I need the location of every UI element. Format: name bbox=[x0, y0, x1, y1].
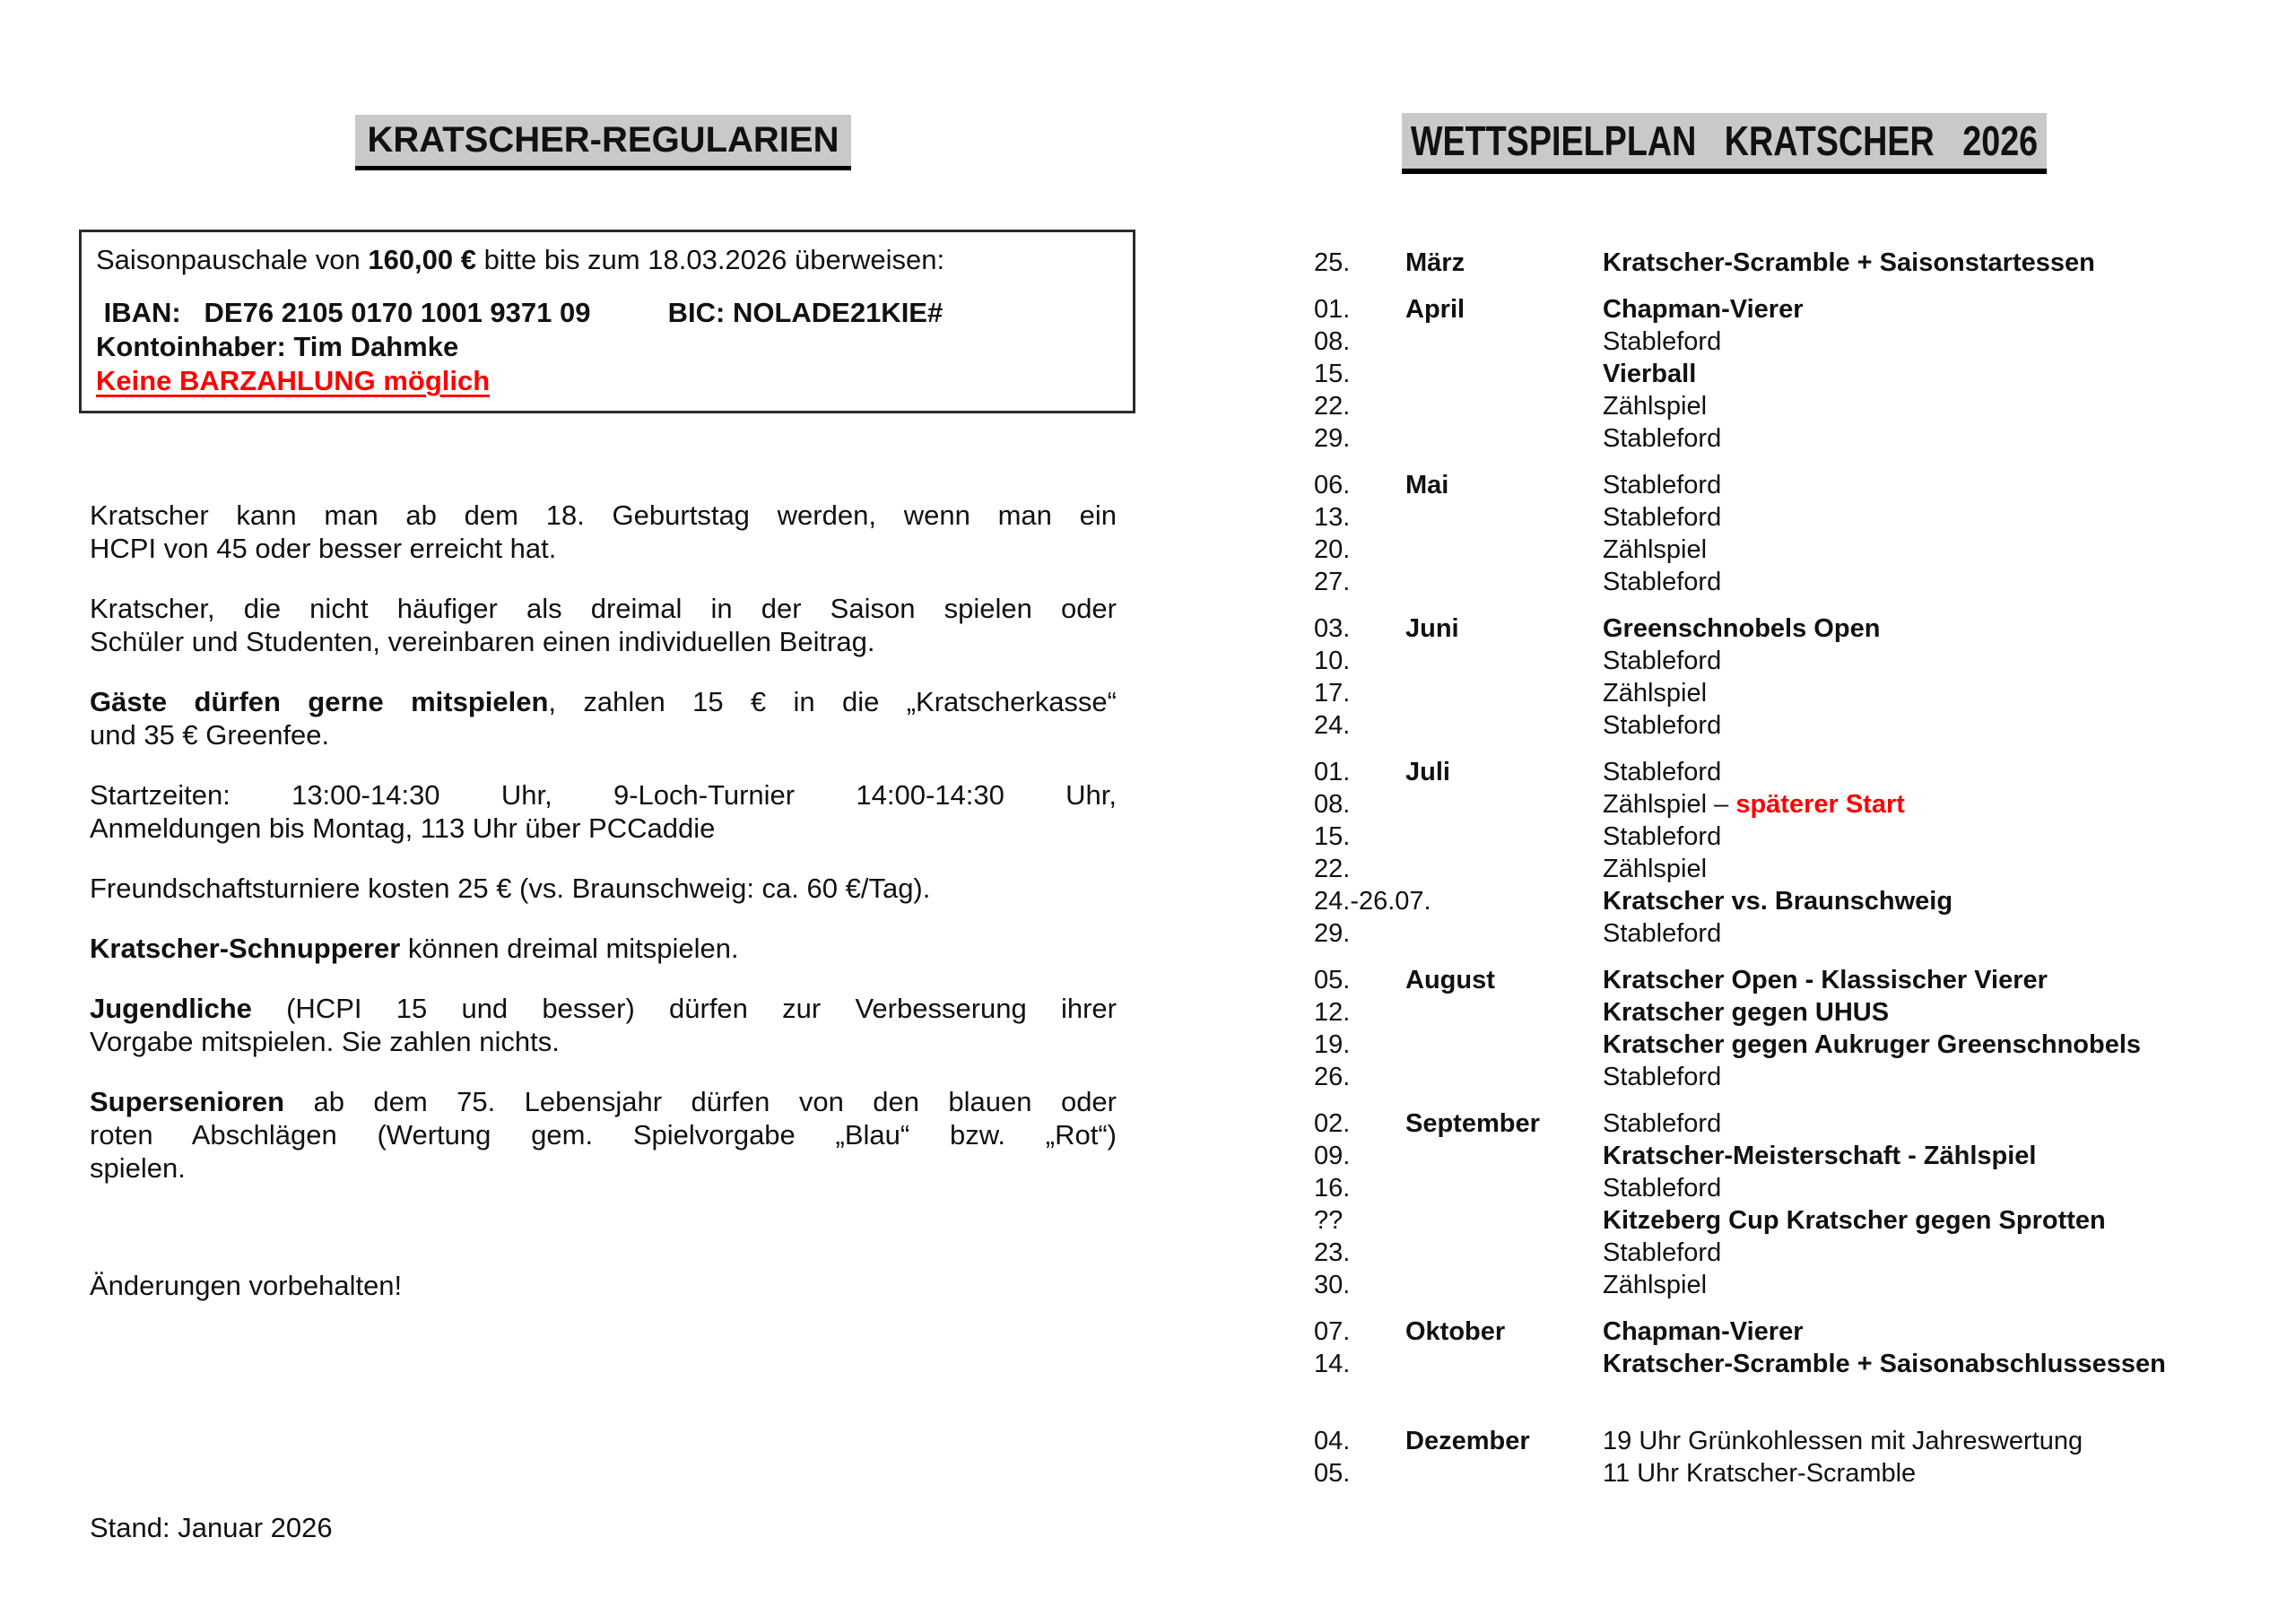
event-text: Stableford bbox=[1603, 1063, 1722, 1091]
event-cell bbox=[1603, 566, 2274, 598]
event-cell bbox=[1603, 1316, 2274, 1348]
month-cell bbox=[1405, 326, 1603, 358]
month-cell bbox=[1405, 1140, 1603, 1172]
date-cell: 24. bbox=[1314, 711, 1351, 740]
schedule-title-wrap bbox=[1402, 113, 2188, 174]
month-cell: Dezember bbox=[1405, 1427, 1530, 1455]
paragraph bbox=[90, 1085, 1117, 1185]
event-cell bbox=[1603, 1172, 2274, 1204]
month-cell: August bbox=[1405, 966, 1495, 994]
month-cell bbox=[1405, 534, 1603, 566]
date-cell: 08. bbox=[1314, 790, 1351, 819]
date-cell: 09. bbox=[1314, 1142, 1351, 1170]
schedule-row bbox=[1314, 917, 2274, 950]
event-text: Stableford bbox=[1603, 647, 1722, 675]
season-fee-deadline: bitte bis zum 18.03.2026 überweisen: bbox=[476, 244, 945, 275]
schedule-row bbox=[1314, 247, 2274, 279]
paragraph-line bbox=[90, 992, 1117, 1025]
event-cell bbox=[1603, 1029, 2274, 1061]
month-cell: Juli bbox=[1405, 758, 1450, 786]
month-cell: Juni bbox=[1405, 614, 1459, 643]
paragraph-bold-lead: Supersenioren bbox=[90, 1086, 285, 1117]
event-text: Zählspiel – bbox=[1603, 790, 1736, 819]
event-text: 11 Uhr Kratscher-Scramble bbox=[1603, 1459, 1917, 1488]
schedule-row bbox=[1314, 709, 2274, 742]
date-cell: 10. bbox=[1314, 647, 1351, 675]
event-cell bbox=[1603, 821, 2274, 853]
schedule-row bbox=[1314, 1237, 2274, 1269]
event-cell bbox=[1603, 1457, 2274, 1489]
schedule-month-group bbox=[1314, 469, 2274, 598]
season-fee-text: Saisonpauschale von bbox=[96, 244, 369, 275]
paragraph bbox=[90, 778, 1117, 845]
schedule-table bbox=[1314, 247, 2274, 1504]
month-cell: März bbox=[1405, 248, 1465, 277]
date-cell: 29. bbox=[1314, 919, 1351, 948]
month-cell bbox=[1405, 996, 1603, 1029]
month-cell bbox=[1405, 1061, 1603, 1093]
paragraph-line bbox=[90, 932, 1117, 965]
event-cell bbox=[1603, 756, 2274, 788]
event-cell bbox=[1603, 853, 2274, 885]
event-text: Stableford bbox=[1603, 1238, 1722, 1267]
event-text: Stableford bbox=[1603, 758, 1722, 786]
schedule-row bbox=[1314, 1316, 2274, 1348]
event-cell bbox=[1603, 612, 2274, 645]
paragraph bbox=[90, 872, 1117, 905]
event-cell bbox=[1603, 326, 2274, 358]
month-cell bbox=[1405, 390, 1603, 422]
paragraph-text: , zahlen 15 € in die „Kratscherkasse“ bbox=[548, 686, 1117, 717]
schedule-row bbox=[1314, 996, 2274, 1029]
event-cell bbox=[1603, 1237, 2274, 1269]
date-cell: 04. bbox=[1314, 1427, 1351, 1455]
date-cell: 01. bbox=[1314, 758, 1351, 786]
event-text: Zählspiel bbox=[1603, 1271, 1708, 1299]
paragraph-text: können dreimal mitspielen. bbox=[400, 933, 739, 964]
paragraph-line bbox=[90, 1025, 1117, 1058]
date-cell: 05. bbox=[1314, 1459, 1351, 1488]
event-text: Kitzeberg Cup Kratscher gegen Sprotten bbox=[1603, 1206, 2106, 1235]
schedule-month-group bbox=[1314, 756, 2274, 950]
event-text: Stableford bbox=[1603, 822, 1722, 851]
date-cell: 30. bbox=[1314, 1271, 1351, 1299]
date-cell: 06. bbox=[1314, 471, 1351, 499]
schedule-row bbox=[1314, 326, 2274, 358]
event-cell bbox=[1603, 390, 2274, 422]
event-text: Kratscher gegen UHUS bbox=[1603, 998, 1890, 1027]
date-cell: 25. bbox=[1314, 248, 1351, 277]
paragraph-bold-lead: Kratscher-Schnupperer bbox=[90, 933, 401, 964]
paragraph-text: Kratscher, die nicht häufiger als dreimal in der Saison spielen oder bbox=[90, 593, 1117, 624]
date-cell: 15. bbox=[1314, 360, 1351, 388]
event-cell bbox=[1603, 645, 2274, 677]
paragraph-bold-lead: Gäste dürfen gerne mitspielen bbox=[90, 686, 549, 717]
date-cell: 08. bbox=[1314, 327, 1351, 356]
paragraph-line bbox=[90, 1118, 1117, 1151]
month-cell bbox=[1405, 1029, 1603, 1061]
event-text: Stableford bbox=[1603, 711, 1722, 740]
schedule-row bbox=[1314, 534, 2274, 566]
schedule-row bbox=[1314, 422, 2274, 455]
event-cell bbox=[1603, 293, 2274, 326]
schedule-row bbox=[1314, 645, 2274, 677]
paragraph-text: Schüler und Studenten, vereinbaren einen individuellen Beitrag. bbox=[90, 626, 875, 657]
month-cell: September bbox=[1405, 1109, 1540, 1138]
month-cell bbox=[1405, 1457, 1603, 1489]
paragraph-text: (HCPI 15 und besser) dürfen zur Verbesserung ihrer bbox=[251, 993, 1117, 1024]
event-cell bbox=[1603, 964, 2274, 996]
schedule-row bbox=[1314, 1457, 2274, 1489]
version-date: Stand: Januar 2026 bbox=[90, 1512, 333, 1543]
schedule-row bbox=[1314, 1140, 2274, 1172]
event-text: Zählspiel bbox=[1603, 855, 1708, 883]
event-cell bbox=[1603, 1204, 2274, 1237]
date-cell: 19. bbox=[1314, 1030, 1351, 1059]
event-text: Stableford bbox=[1603, 327, 1722, 356]
schedule-row bbox=[1314, 469, 2274, 501]
schedule-row bbox=[1314, 885, 2274, 917]
paragraph-line bbox=[90, 812, 1117, 845]
date-cell: 14. bbox=[1314, 1350, 1351, 1378]
date-cell: 24.-26.07. bbox=[1314, 887, 1431, 916]
schedule-row bbox=[1314, 788, 2274, 821]
event-text: Kratscher-Scramble + Saisonabschlussessen bbox=[1603, 1350, 2166, 1378]
event-text: 19 Uhr Grünkohlessen mit Jahreswertung bbox=[1603, 1427, 2083, 1455]
paragraph-text: Startzeiten: 13:00-14:30 Uhr, 9-Loch-Turnier 14:00-14:30 Uhr, bbox=[90, 779, 1117, 811]
season-fee-amount: 160,00 € bbox=[368, 244, 476, 275]
event-text: Kratscher gegen Aukruger Greenschnobels bbox=[1603, 1030, 2142, 1059]
date-cell: 12. bbox=[1314, 998, 1351, 1027]
paragraph-text: Vorgabe mitspielen. Sie zahlen nichts. bbox=[90, 1026, 560, 1057]
date-cell: 27. bbox=[1314, 568, 1351, 596]
event-text: Zählspiel bbox=[1603, 535, 1708, 564]
date-cell: 02. bbox=[1314, 1109, 1351, 1138]
no-cash-warning: Keine BARZAHLUNG möglich bbox=[96, 365, 491, 396]
season-fee-line bbox=[96, 243, 1118, 277]
event-cell bbox=[1603, 1061, 2274, 1093]
month-cell bbox=[1405, 1237, 1603, 1269]
event-highlight-red: späterer Start bbox=[1735, 790, 1905, 819]
month-cell bbox=[1405, 1269, 1603, 1301]
schedule-month-group bbox=[1314, 964, 2274, 1093]
bank-details-line: IBAN: DE76 2105 0170 1001 9371 09 BIC: NOLADE21KIE# bbox=[96, 297, 944, 328]
month-cell bbox=[1405, 885, 1603, 917]
schedule-row bbox=[1314, 1107, 2274, 1140]
schedule-row bbox=[1314, 1061, 2274, 1093]
month-cell: April bbox=[1405, 295, 1465, 324]
paragraph-text: Kratscher kann man ab dem 18. Geburtstag werden, wenn man ein bbox=[90, 499, 1117, 531]
changes-note: Änderungen vorbehalten! bbox=[90, 1270, 403, 1301]
event-text: Kratscher-Meisterschaft - Zählspiel bbox=[1603, 1142, 2037, 1170]
event-text: Stableford bbox=[1603, 471, 1722, 499]
event-cell bbox=[1603, 1425, 2274, 1457]
paragraph-text: spielen. bbox=[90, 1152, 186, 1184]
month-cell bbox=[1405, 1348, 1603, 1380]
paragraph bbox=[90, 592, 1117, 658]
month-cell: Mai bbox=[1405, 471, 1449, 499]
event-text: Stableford bbox=[1603, 919, 1722, 948]
schedule-title: WETTSPIELPLAN KRATSCHER 2026 bbox=[1402, 113, 2047, 174]
paragraph-line bbox=[90, 685, 1117, 718]
event-cell bbox=[1603, 1348, 2274, 1380]
month-cell bbox=[1405, 853, 1603, 885]
date-cell: ?? bbox=[1314, 1206, 1344, 1235]
date-cell: 22. bbox=[1314, 392, 1351, 421]
month-cell bbox=[1405, 788, 1603, 821]
paragraph bbox=[90, 685, 1117, 751]
event-cell bbox=[1603, 917, 2274, 950]
month-cell bbox=[1405, 566, 1603, 598]
schedule-row bbox=[1314, 1269, 2274, 1301]
month-cell bbox=[1405, 677, 1603, 709]
date-cell: 20. bbox=[1314, 535, 1351, 564]
event-cell bbox=[1603, 1269, 2274, 1301]
month-cell bbox=[1405, 821, 1603, 853]
event-cell bbox=[1603, 996, 2274, 1029]
date-cell: 29. bbox=[1314, 424, 1351, 453]
schedule-row bbox=[1314, 1029, 2274, 1061]
event-cell bbox=[1603, 469, 2274, 501]
month-cell bbox=[1405, 501, 1603, 534]
paragraph-text: HCPI von 45 oder besser erreicht hat. bbox=[90, 533, 557, 564]
schedule-row bbox=[1314, 612, 2274, 645]
schedule-row bbox=[1314, 821, 2274, 853]
schedule-row bbox=[1314, 853, 2274, 885]
month-cell bbox=[1405, 645, 1603, 677]
paragraph-text: ab dem 75. Lebensjahr dürfen von den blauen oder bbox=[284, 1086, 1117, 1117]
event-text: Stableford bbox=[1603, 568, 1722, 596]
event-text: Chapman-Vierer bbox=[1603, 295, 1804, 324]
event-text: Stableford bbox=[1603, 424, 1722, 453]
paragraph-line bbox=[90, 718, 1117, 751]
month-cell bbox=[1405, 1172, 1603, 1204]
date-cell: 13. bbox=[1314, 503, 1351, 532]
fee-info-box bbox=[79, 230, 1135, 413]
event-cell bbox=[1603, 788, 2274, 821]
month-cell bbox=[1405, 358, 1603, 390]
date-cell: 03. bbox=[1314, 614, 1351, 643]
event-text: Stableford bbox=[1603, 1109, 1722, 1138]
paragraph bbox=[90, 932, 1117, 965]
schedule-row bbox=[1314, 1348, 2274, 1380]
event-cell bbox=[1603, 709, 2274, 742]
month-cell bbox=[1405, 709, 1603, 742]
schedule-month-group bbox=[1314, 247, 2274, 279]
event-cell bbox=[1603, 501, 2274, 534]
schedule-row bbox=[1314, 293, 2274, 326]
month-cell: Oktober bbox=[1405, 1317, 1506, 1346]
event-cell bbox=[1603, 1140, 2274, 1172]
event-text: Kratscher Open - Klassischer Vierer bbox=[1603, 966, 2048, 994]
schedule-row bbox=[1314, 501, 2274, 534]
event-cell bbox=[1603, 885, 2274, 917]
paragraph-line bbox=[90, 1151, 1117, 1185]
paragraph bbox=[90, 499, 1117, 565]
schedule-row bbox=[1314, 1425, 2274, 1457]
paragraph-bold-lead: Jugendliche bbox=[90, 993, 252, 1024]
date-cell: 23. bbox=[1314, 1238, 1351, 1267]
schedule-row bbox=[1314, 566, 2274, 598]
paragraph-line bbox=[90, 625, 1117, 658]
paragraph-text: und 35 € Greenfee. bbox=[90, 719, 330, 751]
event-text: Kratscher-Scramble + Saisonstartessen bbox=[1603, 248, 2095, 277]
paragraph-line bbox=[90, 532, 1117, 565]
schedule-row bbox=[1314, 390, 2274, 422]
event-cell bbox=[1603, 1107, 2274, 1140]
schedule-row bbox=[1314, 756, 2274, 788]
event-text: Vierball bbox=[1603, 360, 1697, 388]
schedule-row bbox=[1314, 358, 2274, 390]
paragraph-line bbox=[90, 1085, 1117, 1118]
date-cell: 01. bbox=[1314, 295, 1351, 324]
schedule-month-group bbox=[1314, 293, 2274, 455]
regulations-text bbox=[90, 499, 1117, 1211]
event-text: Kratscher vs. Braunschweig bbox=[1603, 887, 1953, 916]
event-text: Zählspiel bbox=[1603, 679, 1708, 708]
paragraph-line bbox=[90, 778, 1117, 812]
paragraph-text: roten Abschlägen (Wertung gem. Spielvorgabe „Blau“ bzw. „Rot“) bbox=[90, 1119, 1117, 1151]
month-cell bbox=[1405, 917, 1603, 950]
event-text: Stableford bbox=[1603, 1174, 1722, 1203]
schedule-row bbox=[1314, 677, 2274, 709]
month-cell bbox=[1405, 1204, 1603, 1237]
account-holder-line: Kontoinhaber: Tim Dahmke bbox=[96, 331, 459, 362]
schedule-month-group bbox=[1314, 1316, 2274, 1380]
event-cell bbox=[1603, 247, 2274, 279]
event-cell bbox=[1603, 677, 2274, 709]
paragraph-line bbox=[90, 499, 1117, 532]
paragraph-line bbox=[90, 592, 1117, 625]
schedule-month-group bbox=[1314, 1107, 2274, 1301]
event-text: Chapman-Vierer bbox=[1603, 1317, 1804, 1346]
paragraph-line bbox=[90, 872, 1117, 905]
schedule-row bbox=[1314, 1172, 2274, 1204]
regulations-title: KRATSCHER-REGULARIEN bbox=[355, 115, 852, 170]
schedule-month-group bbox=[1314, 612, 2274, 742]
event-cell bbox=[1603, 534, 2274, 566]
event-text: Zählspiel bbox=[1603, 392, 1708, 421]
schedule-month-group bbox=[1314, 1425, 2274, 1489]
date-cell: 07. bbox=[1314, 1317, 1351, 1346]
paragraph bbox=[90, 992, 1117, 1058]
date-cell: 26. bbox=[1314, 1063, 1351, 1091]
date-cell: 17. bbox=[1314, 679, 1351, 708]
date-cell: 22. bbox=[1314, 855, 1351, 883]
date-cell: 15. bbox=[1314, 822, 1351, 851]
regulations-title-wrap bbox=[90, 115, 1117, 170]
schedule-row bbox=[1314, 964, 2274, 996]
date-cell: 16. bbox=[1314, 1174, 1351, 1203]
event-cell bbox=[1603, 358, 2274, 390]
schedule-row bbox=[1314, 1204, 2274, 1237]
date-cell: 05. bbox=[1314, 966, 1351, 994]
paragraph-text: Anmeldungen bis Montag, 113 Uhr über PCCaddie bbox=[90, 812, 716, 844]
event-text: Greenschnobels Open bbox=[1603, 614, 1881, 643]
paragraph-text: Freundschaftsturniere kosten 25 € (vs. Braunschweig: ca. 60 €/Tag). bbox=[90, 873, 931, 904]
event-text: Stableford bbox=[1603, 503, 1722, 532]
month-cell bbox=[1405, 422, 1603, 455]
event-cell bbox=[1603, 422, 2274, 455]
